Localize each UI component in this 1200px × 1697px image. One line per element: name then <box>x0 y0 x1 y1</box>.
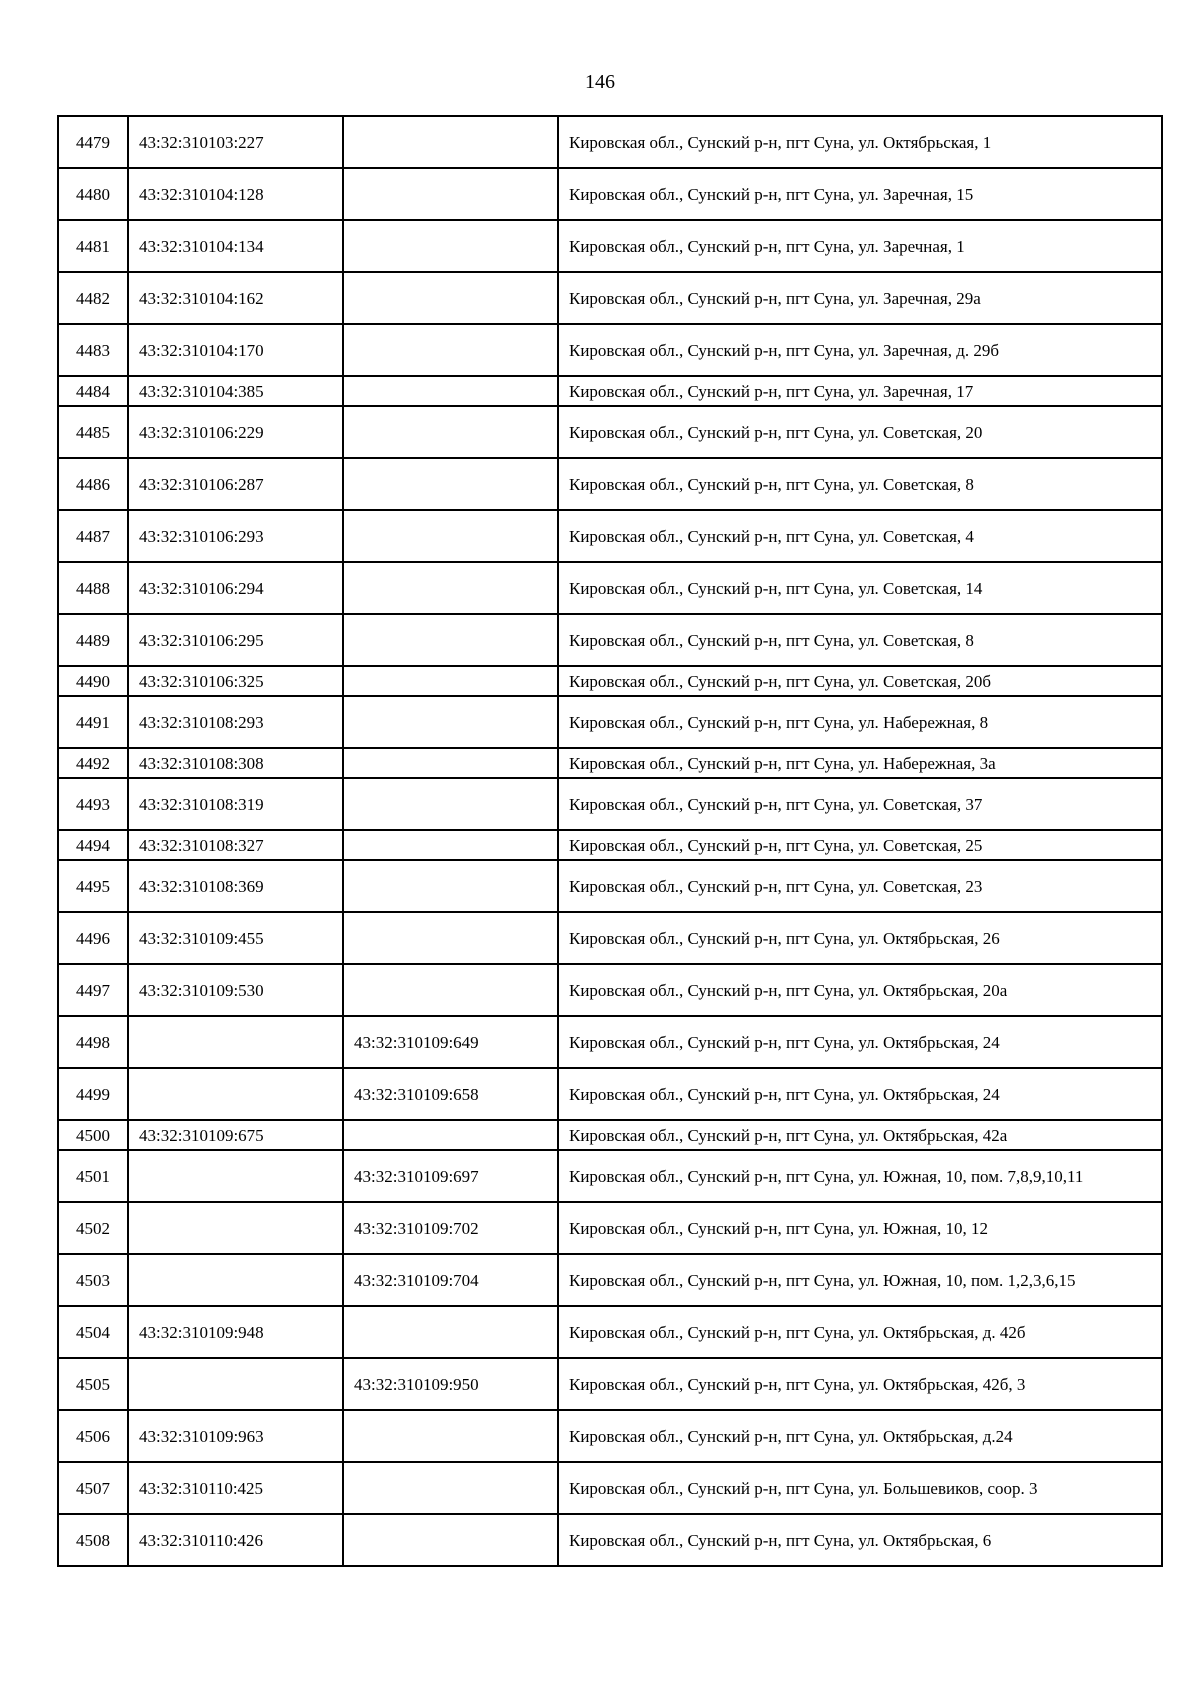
address: Кировская обл., Сунский р-н, пгт Суна, ул. Советская, 14 <box>558 562 1162 614</box>
table-row <box>58 376 1162 406</box>
address: Кировская обл., Сунский р-н, пгт Суна, ул. Октябрьская, 26 <box>558 912 1162 964</box>
cadastral-number: 43:32:310104:385 <box>128 376 343 406</box>
address: Кировская обл., Сунский р-н, пгт Суна, ул. Заречная, д. 29б <box>558 324 1162 376</box>
address: Кировская обл., Сунский р-н, пгт Суна, ул. Набережная, 8 <box>558 696 1162 748</box>
address: Кировская обл., Сунский р-н, пгт Суна, ул. Октябрьская, 24 <box>558 1068 1162 1120</box>
cadastral-number: 43:32:310108:319 <box>128 778 343 830</box>
row-number: 4506 <box>58 1410 128 1462</box>
table-row <box>58 1068 1162 1120</box>
address: Кировская обл., Сунский р-н, пгт Суна, ул. Заречная, 1 <box>558 220 1162 272</box>
row-number: 4501 <box>58 1150 128 1202</box>
table-row <box>58 1410 1162 1462</box>
premises-cadastral-number <box>343 376 558 406</box>
table-row <box>58 748 1162 778</box>
cadastral-number: 43:32:310108:308 <box>128 748 343 778</box>
cadastral-number: 43:32:310109:948 <box>128 1306 343 1358</box>
premises-cadastral-number <box>343 1514 558 1566</box>
address: Кировская обл., Сунский р-н, пгт Суна, ул. Октябрьская, д.24 <box>558 1410 1162 1462</box>
row-number: 4482 <box>58 272 128 324</box>
cadastral-number <box>128 1358 343 1410</box>
address: Кировская обл., Сунский р-н, пгт Суна, ул. Советская, 8 <box>558 458 1162 510</box>
premises-cadastral-number <box>343 324 558 376</box>
address: Кировская обл., Сунский р-н, пгт Суна, ул. Октябрьская, 6 <box>558 1514 1162 1566</box>
address: Кировская обл., Сунский р-н, пгт Суна, ул. Южная, 10, пом. 7,8,9,10,11 <box>558 1150 1162 1202</box>
address: Кировская обл., Сунский р-н, пгт Суна, ул. Октябрьская, д. 42б <box>558 1306 1162 1358</box>
address: Кировская обл., Сунский р-н, пгт Суна, ул. Южная, 10, 12 <box>558 1202 1162 1254</box>
cadastral-number: 43:32:310103:227 <box>128 116 343 168</box>
premises-cadastral-number: 43:32:310109:950 <box>343 1358 558 1410</box>
cadastral-number: 43:32:310109:963 <box>128 1410 343 1462</box>
cadastral-number: 43:32:310104:170 <box>128 324 343 376</box>
cadastral-number <box>128 1068 343 1120</box>
row-number: 4505 <box>58 1358 128 1410</box>
row-number: 4481 <box>58 220 128 272</box>
premises-cadastral-number <box>343 964 558 1016</box>
row-number: 4488 <box>58 562 128 614</box>
premises-cadastral-number <box>343 1120 558 1150</box>
cadastral-number: 43:32:310106:294 <box>128 562 343 614</box>
cadastral-number <box>128 1202 343 1254</box>
table-row <box>58 1514 1162 1566</box>
address: Кировская обл., Сунский р-н, пгт Суна, ул. Советская, 37 <box>558 778 1162 830</box>
address: Кировская обл., Сунский р-н, пгт Суна, ул. Заречная, 17 <box>558 376 1162 406</box>
address: Кировская обл., Сунский р-н, пгт Суна, ул. Октябрьская, 24 <box>558 1016 1162 1068</box>
table-row <box>58 860 1162 912</box>
premises-cadastral-number <box>343 860 558 912</box>
premises-cadastral-number <box>343 614 558 666</box>
row-number: 4480 <box>58 168 128 220</box>
table-row <box>58 1120 1162 1150</box>
registry-table-body <box>58 116 1162 1566</box>
premises-cadastral-number: 43:32:310109:697 <box>343 1150 558 1202</box>
cadastral-number: 43:32:310106:295 <box>128 614 343 666</box>
row-number: 4492 <box>58 748 128 778</box>
address: Кировская обл., Сунский р-н, пгт Суна, ул. Советская, 20 <box>558 406 1162 458</box>
address: Кировская обл., Сунский р-н, пгт Суна, ул. Октябрьская, 42б, 3 <box>558 1358 1162 1410</box>
premises-cadastral-number <box>343 406 558 458</box>
cadastral-number: 43:32:310106:325 <box>128 666 343 696</box>
cadastral-number <box>128 1016 343 1068</box>
premises-cadastral-number <box>343 116 558 168</box>
table-row <box>58 1202 1162 1254</box>
table-row <box>58 324 1162 376</box>
table-row <box>58 458 1162 510</box>
address: Кировская обл., Сунский р-н, пгт Суна, ул. Советская, 25 <box>558 830 1162 860</box>
cadastral-number: 43:32:310108:293 <box>128 696 343 748</box>
cadastral-number <box>128 1150 343 1202</box>
cadastral-number: 43:32:310109:455 <box>128 912 343 964</box>
cadastral-number: 43:32:310106:287 <box>128 458 343 510</box>
premises-cadastral-number <box>343 666 558 696</box>
premises-cadastral-number: 43:32:310109:649 <box>343 1016 558 1068</box>
row-number: 4504 <box>58 1306 128 1358</box>
cadastral-number <box>128 1254 343 1306</box>
premises-cadastral-number <box>343 220 558 272</box>
premises-cadastral-number <box>343 1462 558 1514</box>
table-row <box>58 1306 1162 1358</box>
table-row <box>58 220 1162 272</box>
premises-cadastral-number <box>343 912 558 964</box>
premises-cadastral-number <box>343 748 558 778</box>
table-row <box>58 964 1162 1016</box>
address: Кировская обл., Сунский р-н, пгт Суна, ул. Набережная, 3а <box>558 748 1162 778</box>
table-row <box>58 272 1162 324</box>
table-row <box>58 666 1162 696</box>
table-row <box>58 1016 1162 1068</box>
address: Кировская обл., Сунский р-н, пгт Суна, ул. Заречная, 29а <box>558 272 1162 324</box>
row-number: 4486 <box>58 458 128 510</box>
premises-cadastral-number <box>343 1306 558 1358</box>
cadastral-number: 43:32:310104:162 <box>128 272 343 324</box>
address: Кировская обл., Сунский р-н, пгт Суна, ул. Южная, 10, пом. 1,2,3,6,15 <box>558 1254 1162 1306</box>
premises-cadastral-number: 43:32:310109:704 <box>343 1254 558 1306</box>
table-row <box>58 1358 1162 1410</box>
premises-cadastral-number <box>343 510 558 562</box>
address: Кировская обл., Сунский р-н, пгт Суна, ул. Советская, 20б <box>558 666 1162 696</box>
premises-cadastral-number <box>343 778 558 830</box>
row-number: 4484 <box>58 376 128 406</box>
address: Кировская обл., Сунский р-н, пгт Суна, ул. Советская, 8 <box>558 614 1162 666</box>
cadastral-number: 43:32:310104:128 <box>128 168 343 220</box>
table-row <box>58 406 1162 458</box>
row-number: 4503 <box>58 1254 128 1306</box>
address: Кировская обл., Сунский р-н, пгт Суна, ул. Октябрьская, 42а <box>558 1120 1162 1150</box>
table-row <box>58 1150 1162 1202</box>
table-row <box>58 1254 1162 1306</box>
table-row <box>58 116 1162 168</box>
cadastral-number: 43:32:310110:425 <box>128 1462 343 1514</box>
table-row <box>58 510 1162 562</box>
cadastral-number: 43:32:310108:369 <box>128 860 343 912</box>
row-number: 4500 <box>58 1120 128 1150</box>
premises-cadastral-number <box>343 168 558 220</box>
row-number: 4491 <box>58 696 128 748</box>
address: Кировская обл., Сунский р-н, пгт Суна, ул. Советская, 23 <box>558 860 1162 912</box>
row-number: 4489 <box>58 614 128 666</box>
premises-cadastral-number <box>343 562 558 614</box>
address: Кировская обл., Сунский р-н, пгт Суна, ул. Советская, 4 <box>558 510 1162 562</box>
row-number: 4499 <box>58 1068 128 1120</box>
cadastral-number: 43:32:310110:426 <box>128 1514 343 1566</box>
premises-cadastral-number <box>343 696 558 748</box>
row-number: 4497 <box>58 964 128 1016</box>
cadastral-number: 43:32:310109:530 <box>128 964 343 1016</box>
address: Кировская обл., Сунский р-н, пгт Суна, ул. Октябрьская, 20а <box>558 964 1162 1016</box>
table-row <box>58 1462 1162 1514</box>
row-number: 4479 <box>58 116 128 168</box>
row-number: 4483 <box>58 324 128 376</box>
row-number: 4496 <box>58 912 128 964</box>
row-number: 4494 <box>58 830 128 860</box>
table-row <box>58 168 1162 220</box>
row-number: 4507 <box>58 1462 128 1514</box>
table-row <box>58 614 1162 666</box>
cadastral-number: 43:32:310106:293 <box>128 510 343 562</box>
premises-cadastral-number <box>343 830 558 860</box>
address: Кировская обл., Сунский р-н, пгт Суна, ул. Большевиков, соор. 3 <box>558 1462 1162 1514</box>
cadastral-number: 43:32:310106:229 <box>128 406 343 458</box>
cadastral-number: 43:32:310108:327 <box>128 830 343 860</box>
premises-cadastral-number: 43:32:310109:658 <box>343 1068 558 1120</box>
cadastral-number: 43:32:310109:675 <box>128 1120 343 1150</box>
table-row <box>58 562 1162 614</box>
row-number: 4508 <box>58 1514 128 1566</box>
row-number: 4498 <box>58 1016 128 1068</box>
premises-cadastral-number: 43:32:310109:702 <box>343 1202 558 1254</box>
address: Кировская обл., Сунский р-н, пгт Суна, ул. Октябрьская, 1 <box>558 116 1162 168</box>
row-number: 4490 <box>58 666 128 696</box>
row-number: 4485 <box>58 406 128 458</box>
row-number: 4493 <box>58 778 128 830</box>
row-number: 4487 <box>58 510 128 562</box>
table-row <box>58 778 1162 830</box>
table-row <box>58 912 1162 964</box>
registry-table <box>57 115 1163 1567</box>
table-row <box>58 830 1162 860</box>
premises-cadastral-number <box>343 1410 558 1462</box>
row-number: 4502 <box>58 1202 128 1254</box>
address: Кировская обл., Сунский р-н, пгт Суна, ул. Заречная, 15 <box>558 168 1162 220</box>
cadastral-number: 43:32:310104:134 <box>128 220 343 272</box>
page-number: 146 <box>585 71 615 93</box>
table-row <box>58 696 1162 748</box>
premises-cadastral-number <box>343 272 558 324</box>
premises-cadastral-number <box>343 458 558 510</box>
row-number: 4495 <box>58 860 128 912</box>
